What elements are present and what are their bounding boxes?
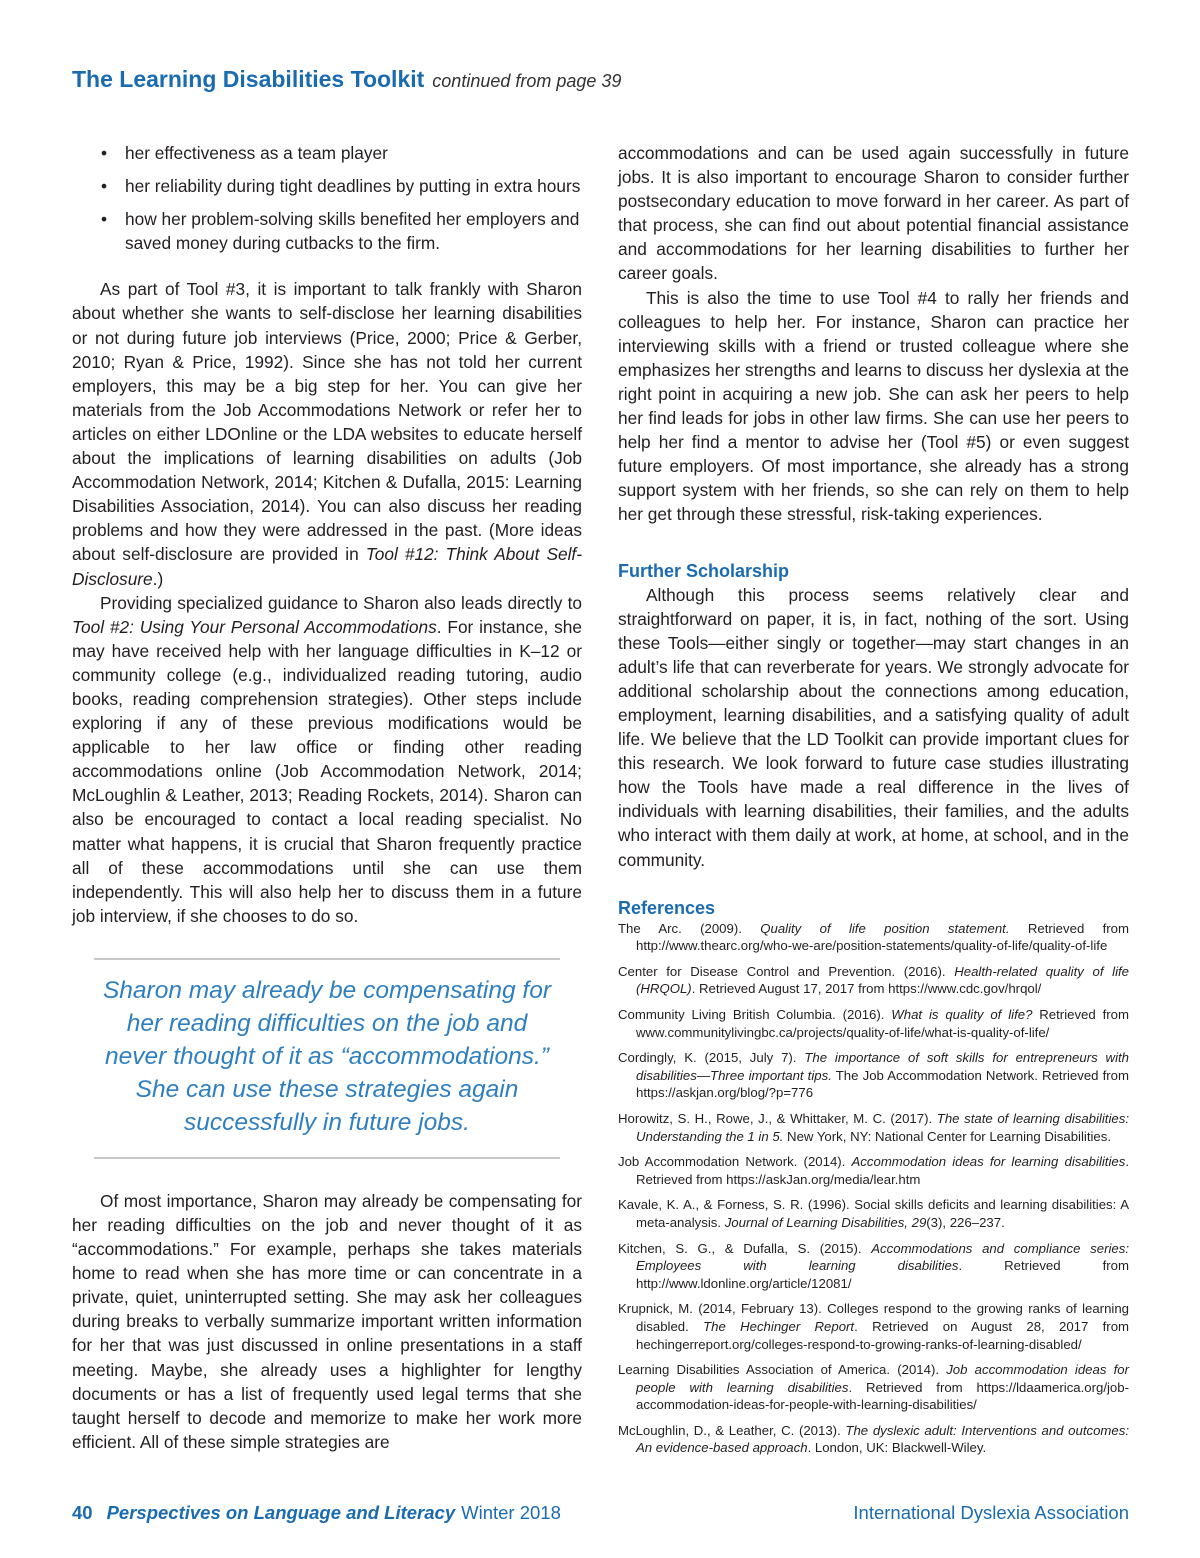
paragraph-compensating: Of most importance, Sharon may already be compensating for her reading difficulties on the job and never thought of it as “accommodations.” For example, perhaps she takes materials home to read when she has more time or can concentrate in a private, quiet, uninterrupted setting. She may ask her colleagues during breaks to verbally summarize important written information for her that was just discussed in online presentations in a staff meeting. Maybe, she already uses a highlighter for lengthy documents or has a list of frequently used legal terms that she taught herself to decode and memorize to make her work more efficient. All of these simple strategies are (72, 1190, 582, 1452)
pull-quote: Sharon may already be compensating for her reading difficulties on the job and never thought of it as “accommodations.” She can use these strategies again successfully in future jobs. (94, 958, 560, 1159)
further-scholarship-heading: Further Scholarship (618, 560, 790, 581)
reference-item: The Arc. (2009). Quality of life position statement. Retrieved from http://www.thearc.org/who-we-are/position-statements/quality-of-life/quality-of-life (618, 920, 1129, 954)
journal-name: Perspectives on Language and Literacy (106, 1502, 456, 1523)
reference-item: Horowitz, S. H., Rowe, J., & Whittaker, M. C. (2017). The state of learning disabilities: Understanding the 1 in 5. New York, NY: National Center for Learning Disabilities. (618, 1110, 1129, 1144)
reference-item: Job Accommodation Network. (2014). Accommodation ideas for learning disabilities. Retrieved from https://askJan.org/media/lear.htm (618, 1154, 1129, 1187)
reference-item: Kitchen, S. G., & Dufalla, S. (2015). Accommodations and compliance series: Employees with learning disabilities. Retrieved from http://www.ldonline.org/article/12081/ (618, 1240, 1129, 1291)
reference-item: Community Living British Columbia. (2016). What is quality of life? Retrieved from www.communitylivingbc.ca/projects/quality-of-life/what-is-quality-of-life/ (618, 1007, 1129, 1040)
paragraph-tool2: Providing specialized guidance to Sharon also leads directly to Tool #2: Using Your Personal Accommodations. For instance, she may have received help with her language difficulties in K–12 or community college (e.g., individualized reading tutoring, audio books, reading comprehension strategies). Other steps include exploring if any of these previous modifications would be applicable to her law office or finding other reading accommodations online (Job Accommodation Network, 2014; McLoughlin & Leather, 2013; Reading Rockets, 2014). Sharon can also be encouraged to contact a local reading specialist. No matter what happens, it is crucial that Sharon frequently practice all of these accommodations until she can use them independently. This will also help her to discuss them in a future job interview, if she chooses to do so. (72, 592, 582, 926)
page-footer (72, 1502, 1129, 1524)
bullet-item: • her reliability during tight deadlines by putting in extra hours (72, 174, 582, 198)
right-column (618, 141, 1129, 1465)
bullet-item: • how her problem-solving skills benefited her employers and saved money during cutbacks to the firm. (72, 207, 582, 255)
reference-item: McLoughlin, D., & Leather, C. (2013). The dyslexic adult: Interventions and outcomes: An evidence-based approach. London, UK: Blackwell-Wiley. (618, 1422, 1130, 1456)
reference-item: Center for Disease Control and Prevention. (2016). Health-related quality of life (HRQOL). Retrieved August 17, 2017 from https://www.cdc.gov/hrqol/ (618, 963, 1129, 997)
reference-item: Learning Disabilities Association of America. (2014). Job accommodation ideas for people with learning disabilities. Retrieved from https://ldaamerica.org/job-accommodation-ideas-for-people-with-learning-disabilities/ (618, 1362, 1129, 1413)
left-column (72, 141, 582, 1454)
issue-season: Winter 2018 (461, 1502, 561, 1523)
paragraph-continued: accommodations and can be used again successfully in future jobs. It is also important to encourage Sharon to consider further postsecondary education to move forward in her career. As part of that process, she can find out about potential financial assistance and accommodations for her learning disabilities to further her career goals. (618, 143, 1129, 284)
reference-item: Cordingly, K. (2015, July 7). The importance of soft skills for entrepreneurs with disabilities—Three important tips. The Job Accommodation Network. Retrieved from https://askjan.org/blog/?p=776 (618, 1050, 1129, 1101)
reference-list (618, 920, 1129, 1457)
bullet-list (72, 141, 582, 255)
paragraph-tool3: As part of Tool #3, it is important to talk frankly with Sharon about whether she wants to self-disclose her learning disabilities or not during future job interviews (Price, 2000; Price & Gerber, 2010; Ryan & Price, 1992). Since she has not told her current employers, this may be a big step for her. You can give her materials from the Job Accommodations Network or refer her to articles on either LDOnline or the LDA websites to educate herself about the implications of learning disabilities on adults (Job Accommodation Network, 2014; Kitchen & Dufalla, 2015: Learning Disabilities Association, 2014). You can also discuss her reading problems and how they were addressed in the past. (More ideas about self-disclosure are provided in Tool #12: Think About Self-Disclosure.) (72, 279, 582, 589)
references-heading: References (618, 897, 716, 918)
organization-name: International Dyslexia Association (853, 1502, 1129, 1523)
bullet-item: • her effectiveness as a team player (72, 141, 582, 165)
article-title: The Learning Disabilities Toolkit (72, 66, 425, 92)
reference-item: Kavale, K. A., & Forness, S. R. (1996). Social skills deficits and learning disabilities: A meta-analysis. Journal of Learning Disabilities, 29(3), 226–237. (618, 1197, 1129, 1230)
paragraph-further-scholarship: Although this process seems relatively clear and straightforward on paper, it is, in fact, nothing of the sort. Using these Tools—either singly or together—may start changes in an adult’s life that can reverberate for years. We strongly advocate for additional scholarship about the connections among education, employment, learning disabilities, and a satisfying quality of adult life. We believe that the LD Toolkit can provide important clues for this research. We look forward to future case studies illustrating how the Tools have made a real difference in the lives of individuals with learning disabilities, their families, and the adults who interact with them daily at work, at home, at school, and in the community. (618, 584, 1129, 870)
paragraph-tool4: This is also the time to use Tool #4 to rally her friends and colleagues to help her. For instance, Sharon can practice her interviewing skills with a friend or trusted colleague where she emphasizes her strengths and learns to discuss her dyslexia at the right point in acquiring a new job. She can ask her peers to help her find leads for jobs in other law firms. She can use her peers to help her find a mentor to advise her (Tool #5) or even suggest future employers. Of most importance, she already has a strong support system with her friends, so she can rely on them to help her get through these stressful, risk-taking experiences. (618, 287, 1129, 525)
reference-item: Krupnick, M. (2014, February 13). Colleges respond to the growing ranks of learning disabled. The Hechinger Report. Retrieved on August 28, 2017 from hechingerreport.org/colleges-respond-to-growing-ranks-of-learning-disabled/ (618, 1301, 1130, 1352)
page-number: 40 (72, 1502, 93, 1523)
continued-note: continued from page 39 (432, 71, 622, 91)
running-header (72, 66, 621, 93)
